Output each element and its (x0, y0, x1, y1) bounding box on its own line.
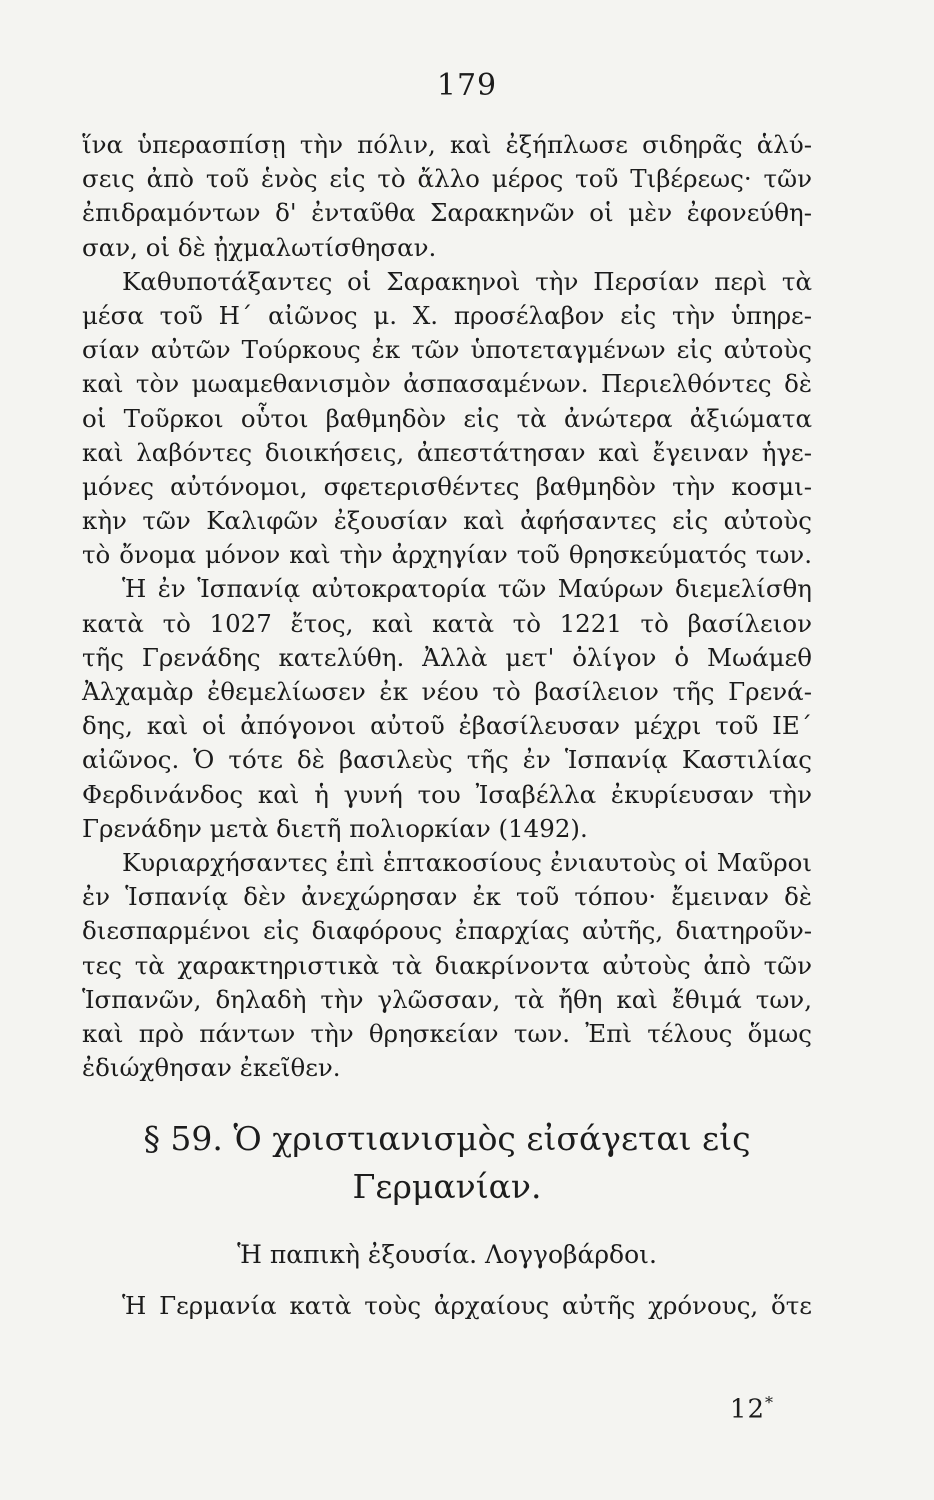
text-line: κατὰ τὸ 1027 ἔτος, καὶ κατὰ τὸ 1221 τὸ βασίλειον (82, 608, 812, 638)
text-line: ἐπιδραμόντων δ' ἐνταῦθα Σαρακηνῶν οἱ μὲν ἐφονεύθη- (82, 198, 812, 228)
section-subheading: Ἡ παπικὴ ἐξουσία. Λογγοβάρδοι. (237, 1240, 657, 1270)
text-line: τὸ ὄνομα μόνον καὶ τὴν ἀρχηγίαν τοῦ θρησκεύματός των. (82, 540, 812, 570)
text-line: διεσπαρμένοι εἰς διαφόρους ἐπαρχίας αὐτῆς, διατηροῦν- (82, 916, 812, 946)
text-line: Κυριαρχήσαντες ἐπὶ ἑπτακοσίους ἐνιαυτοὺς οἱ Μαῦροι (122, 847, 812, 877)
section-heading: § 59. Ὁ χριστιανισμὸς εἰσάγεται εἰς (143, 1119, 751, 1159)
text-line: σεις ἀπὸ τοῦ ἑνὸς εἰς τὸ ἄλλο μέρος τοῦ Τιβέρεως· τῶν (82, 164, 812, 194)
text-line: Ἡ Γερμανία κατὰ τοὺς ἀρχαίους αὐτῆς χρόνους, ὅτε (122, 1291, 812, 1321)
text-line: ἵνα ὑπερασπίσῃ τὴν πόλιν, καὶ ἐξήπλωσε σιδηρᾶς ἁλύ- (82, 130, 812, 159)
text-line: Ἀλχαμὰρ ἐθεμελίωσεν ἐκ νέου τὸ βασίλειον τῆς Γρενά- (82, 677, 812, 706)
text-line: αἰῶνος. Ὁ τότε δὲ βασιλεὺς τῆς ἐν Ἱσπανίᾳ Καστιλίας (82, 745, 812, 775)
body-text (82, 128, 812, 1323)
printer-signature-mark (730, 1393, 774, 1425)
text-line: ἐν Ἱσπανίᾳ δὲν ἀνεχώρησαν ἐκ τοῦ τόπου· ἔμειναν δὲ (82, 882, 812, 912)
text-line: Ἡ ἐν Ἱσπανίᾳ αὐτοκρατορία τῶν Μαύρων διεμελίσθη (122, 574, 812, 604)
section-heading-continuation: Γερμανίαν. (352, 1167, 542, 1207)
text-line: τῆς Γρενάδης κατελύθη. Ἀλλὰ μετ' ὀλίγον ὁ Μωάμεθ (82, 642, 812, 672)
text-line: δης, καὶ οἱ ἀπόγονοι αὐτοῦ ἐβασίλευσαν μέχρι τοῦ ΙΕ΄ (82, 711, 812, 741)
text-line: σαν, οἱ δὲ ᾐχμαλωτίσθησαν. (82, 232, 437, 262)
text-line: οἱ Τοῦρκοι οὗτοι βαθμηδὸν εἰς τὰ ἀνώτερα ἀξιώματα (82, 403, 812, 433)
text-line: καὶ πρὸ πάντων τὴν θρησκείαν των. Ἐπὶ τέλους ὅμως (82, 1018, 812, 1048)
text-line: Ἱσπανῶν, δηλαδὴ τὴν γλῶσσαν, τὰ ἤθη καὶ ἔθιμά των, (82, 984, 812, 1014)
text-line: σίαν αὐτῶν Τούρκους ἐκ τῶν ὑποτεταγμένων εἰς αὐτοὺς (82, 335, 812, 365)
text-line: Καθυποτάξαντες οἱ Σαρακηνοὶ τὴν Περσίαν περὶ τὰ (122, 266, 812, 296)
text-line: μέσα τοῦ Η΄ αἰῶνος μ. Χ. προσέλαβον εἰς τὴν ὑπηρε- (82, 300, 812, 330)
text-line: Γρενάδην μετὰ διετῆ πολιορκίαν (1492). (82, 813, 588, 843)
text-line: καὶ λαβόντες διοικήσεις, ἀπεστάτησαν καὶ ἔγειναν ἡγε- (82, 437, 812, 467)
page-number: 179 (436, 68, 498, 103)
text-line: Φερδινάνδος καὶ ἡ γυνή του Ἰσαβέλλα ἐκυρίευσαν τὴν (82, 779, 812, 809)
text-line: κὴν τῶν Καλιφῶν ἐξουσίαν καὶ ἀφήσαντες εἰς αὐτοὺς (82, 506, 812, 536)
text-line: καὶ τὸν μωαμεθανισμὸν ἀσπασαμένων. Περιελθόντες δὲ (82, 369, 812, 399)
signature-number: 12 (729, 1394, 765, 1425)
text-line: ἐδιώχθησαν ἐκεῖθεν. (82, 1053, 341, 1083)
text-line: τες τὰ χαρακτηριστικὰ τὰ διακρίνοντα αὐτοὺς ἀπὸ τῶν (82, 950, 812, 980)
signature-star: * (765, 1393, 774, 1412)
text-line: μόνες αὐτόνομοι, σφετερισθέντες βαθμηδὸν τὴν κοσμι- (82, 471, 812, 501)
